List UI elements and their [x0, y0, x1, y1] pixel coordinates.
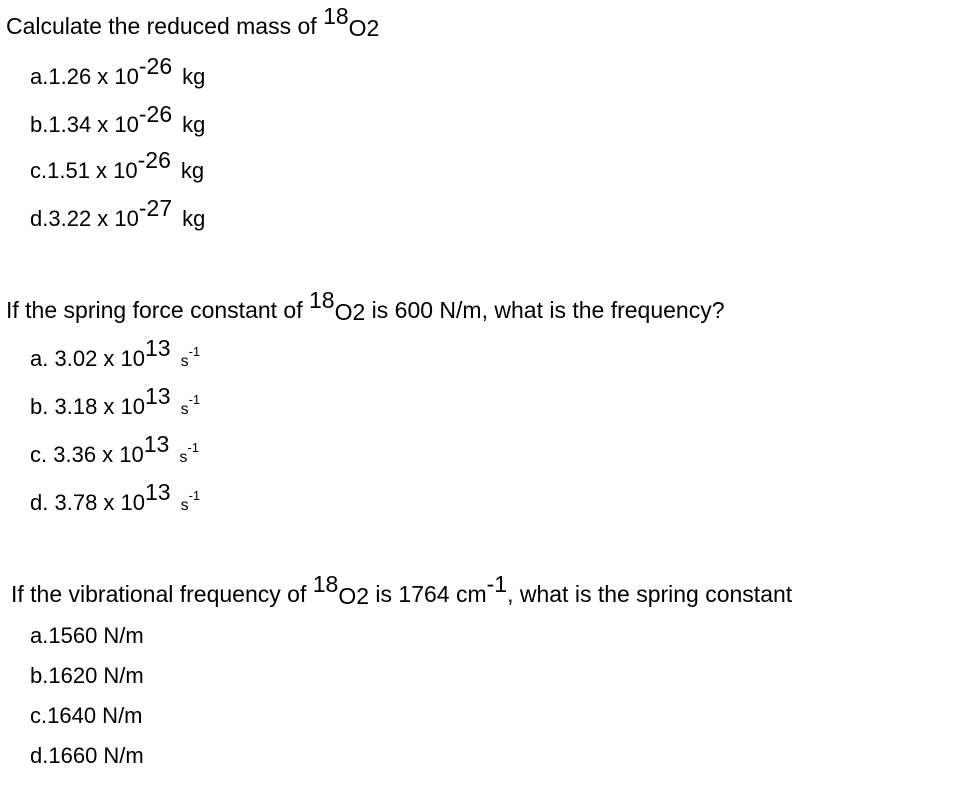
- option-unit-exponent: -1: [188, 392, 201, 407]
- option-c[interactable]: [30, 702, 143, 730]
- option-label: a.: [30, 64, 49, 89]
- isotope-superscript: 18: [312, 571, 339, 597]
- option-label: d.: [30, 206, 49, 231]
- option-label: d.: [30, 743, 49, 768]
- unit-exponent: -1: [486, 571, 508, 597]
- option-text: 1560 N/m: [48, 623, 144, 648]
- option-unit-exponent: -1: [188, 344, 201, 359]
- option-mantissa: 1.26 x 10: [48, 64, 139, 89]
- option-label: d.: [30, 490, 49, 515]
- option-exponent: 13: [145, 479, 171, 505]
- option-mantissa: 1.34 x 10: [48, 112, 139, 137]
- option-label: c.: [30, 158, 48, 183]
- option-mantissa: 3.18 x 10: [54, 394, 145, 419]
- option-a[interactable]: [30, 53, 206, 91]
- option-unit-exponent: -1: [188, 488, 201, 503]
- question-2-text: [6, 287, 725, 325]
- option-b[interactable]: [30, 383, 201, 424]
- question-prefix: Calculate the reduced mass of: [6, 13, 324, 39]
- option-label: b.: [30, 663, 49, 688]
- option-mantissa: 3.22 x 10: [48, 206, 139, 231]
- option-label: b.: [30, 394, 49, 419]
- option-exponent: -26: [138, 101, 173, 127]
- option-exponent: -27: [138, 195, 173, 221]
- option-unit: s: [180, 497, 189, 514]
- option-label: a.: [30, 346, 49, 371]
- option-unit: kg: [182, 112, 206, 137]
- option-d[interactable]: [30, 479, 201, 520]
- option-unit: kg: [180, 158, 205, 183]
- option-mantissa: 1.51 x 10: [47, 158, 138, 183]
- molecule-formula: O2: [334, 299, 366, 325]
- isotope-superscript: 18: [323, 3, 349, 29]
- option-exponent: -26: [138, 53, 173, 79]
- molecule-formula: O2: [338, 583, 370, 609]
- option-exponent: 13: [145, 383, 171, 409]
- option-unit: kg: [182, 206, 206, 231]
- question-1-text: [6, 3, 380, 41]
- option-mantissa: 3.78 x 10: [54, 490, 145, 515]
- option-label: a.: [30, 623, 49, 648]
- question-prefix: If the spring force constant of: [6, 297, 309, 323]
- question-suffix-post: , what is the spring constant: [507, 581, 793, 607]
- option-unit: s: [180, 401, 189, 418]
- option-a[interactable]: [30, 335, 201, 376]
- option-exponent: 13: [145, 335, 171, 361]
- question-suffix: is 600 N/m, what is the frequency?: [365, 297, 725, 323]
- option-unit: s: [179, 449, 188, 466]
- option-text: 1640 N/m: [47, 703, 143, 728]
- option-b[interactable]: [30, 101, 206, 139]
- option-c[interactable]: [30, 431, 199, 472]
- option-label: c.: [30, 703, 48, 728]
- question-3-text: [11, 571, 793, 609]
- option-text: 1660 N/m: [48, 743, 144, 768]
- option-d[interactable]: [30, 742, 144, 770]
- option-b[interactable]: [30, 662, 144, 690]
- option-a[interactable]: [30, 622, 144, 650]
- option-label: b.: [30, 112, 49, 137]
- molecule-formula: O2: [348, 15, 380, 41]
- option-unit: kg: [182, 64, 206, 89]
- option-mantissa: 3.36 x 10: [53, 442, 144, 467]
- option-unit-exponent: -1: [187, 440, 199, 455]
- option-exponent: -26: [137, 147, 171, 173]
- option-exponent: 13: [143, 431, 170, 457]
- question-prefix: If the vibrational frequency of: [11, 581, 313, 607]
- question-suffix-pre: is 1764 cm: [369, 581, 487, 607]
- option-mantissa: 3.02 x 10: [54, 346, 145, 371]
- isotope-superscript: 18: [309, 287, 335, 313]
- option-label: c.: [30, 442, 48, 467]
- option-unit: s: [180, 353, 189, 370]
- option-d[interactable]: [30, 195, 206, 233]
- option-text: 1620 N/m: [48, 663, 144, 688]
- option-c[interactable]: [30, 147, 205, 185]
